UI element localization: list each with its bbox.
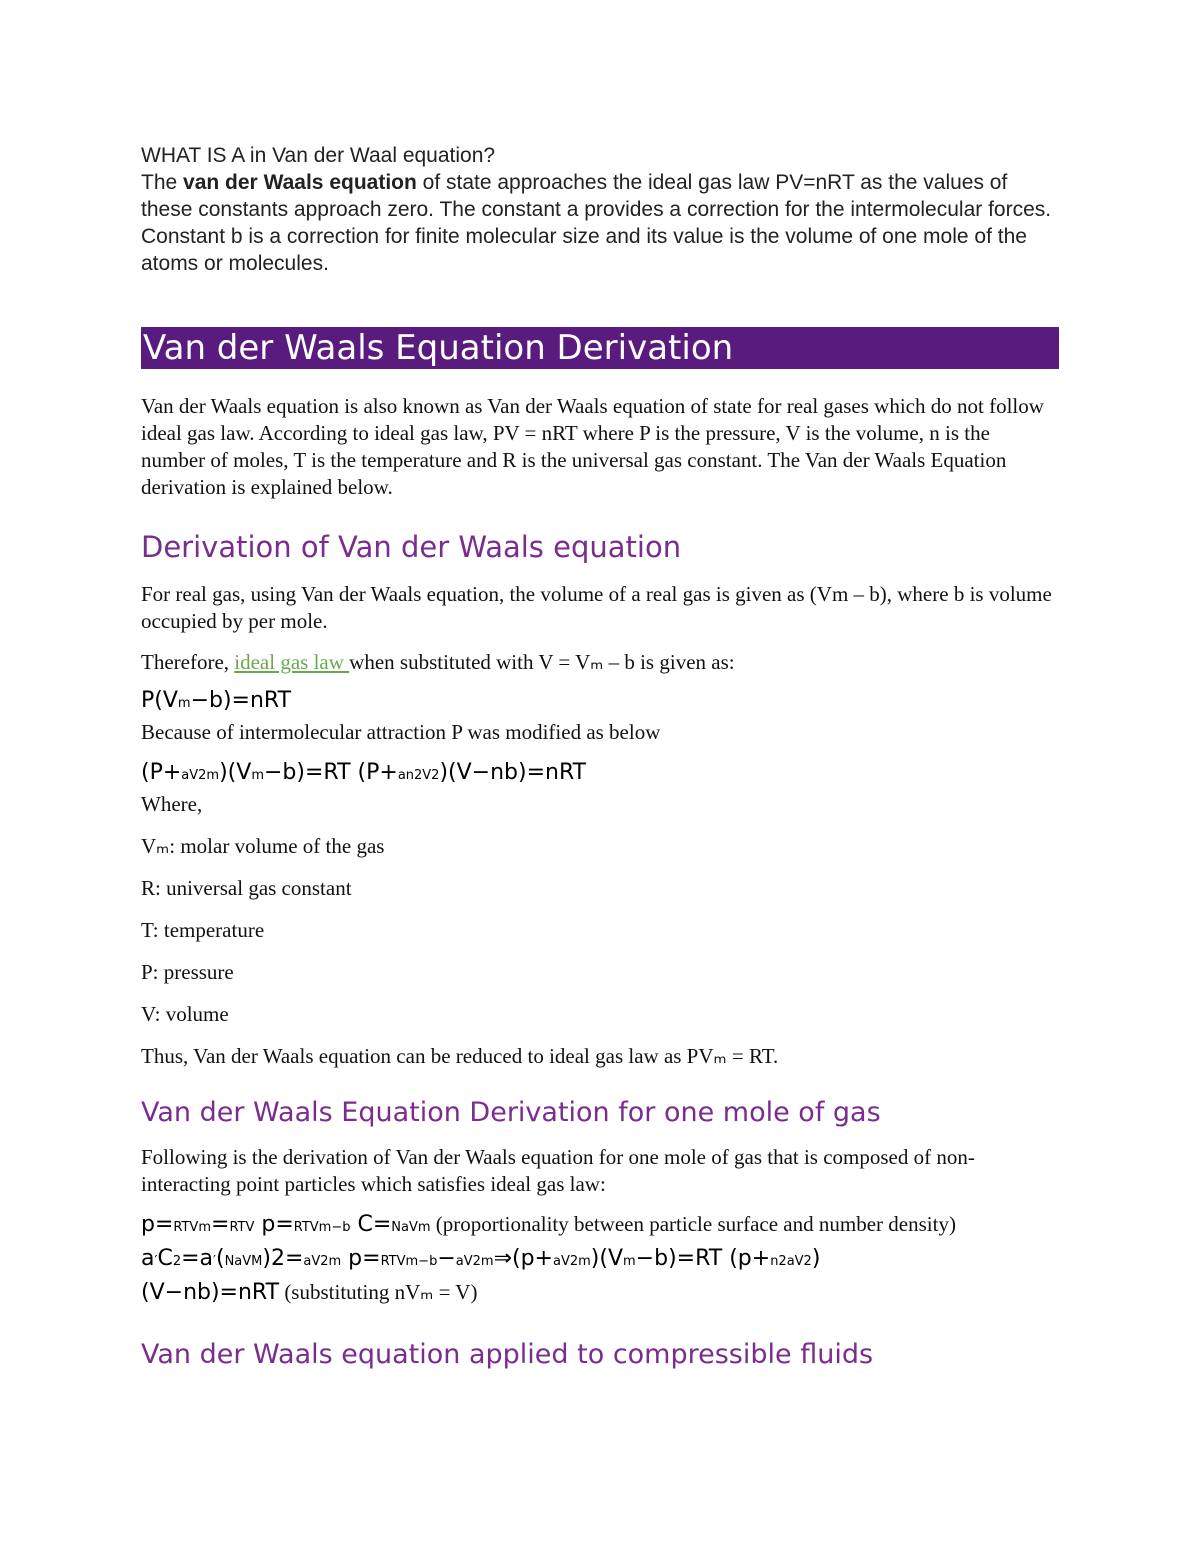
eq2-sub: m: [251, 768, 264, 783]
eq-small: RTVm−b: [380, 1254, 438, 1269]
derivation-p2-start: Therefore,: [141, 650, 235, 674]
eq-part: (V−nb)=nRT: [141, 1280, 280, 1305]
derivation-p1: For real gas, using Van der Waals equation, the volume of a real gas is given as (Vm – b), where b is volume occupied by per mole.: [141, 582, 1052, 633]
eq2-small: an2V2: [397, 768, 440, 783]
derivation-heading: Derivation of Van der Waals equation: [141, 530, 682, 564]
derivation-section: [141, 581, 1059, 1070]
one-mole-section: [141, 1144, 1059, 1308]
eq-part: p=: [141, 1212, 174, 1237]
one-mole-equation-line-1: [141, 1210, 1059, 1243]
document-page: [141, 142, 1059, 1372]
eq-small: ′: [213, 1254, 216, 1269]
derivation-p2: [141, 649, 1059, 676]
eq-part: =a: [181, 1246, 214, 1271]
eq2-part: −b)=RT (P+: [263, 760, 398, 785]
eq-part: −b)=RT (p+: [635, 1246, 771, 1271]
intro-question: WHAT IS A in Van der Waal equation?: [141, 144, 496, 167]
equation-1: [141, 686, 1059, 719]
one-mole-p1: Following is the derivation of Van der Waals equation for one mole of gas that is composed of non-interacting point particles which satisfies ideal gas law:: [141, 1145, 975, 1196]
eq-part: C: [157, 1246, 173, 1271]
derivation-p3: Because of intermolecular attraction P was modified as below: [141, 720, 661, 744]
where-label: Where,: [141, 792, 203, 816]
eq-part: ): [811, 1246, 821, 1271]
compressible-heading: Van der Waals equation applied to compressible fluids: [141, 1339, 874, 1370]
definition-line: Vₘ: molar volume of the gas: [141, 834, 385, 858]
section-banner: Van der Waals Equation Derivation: [141, 327, 1059, 369]
eq-small: aV2m: [303, 1254, 342, 1269]
derivation-conclusion: Thus, Van der Waals equation can be reduced to ideal gas law as PVₘ = RT.: [141, 1044, 779, 1068]
eq-part: =: [211, 1212, 230, 1237]
eq-small: aV2m: [552, 1254, 591, 1269]
eq-small: RTVm: [173, 1220, 211, 1235]
eq1-part: −b)=nRT: [190, 688, 292, 713]
eq-part: p=: [254, 1212, 294, 1237]
eq-small: RTV: [229, 1220, 255, 1235]
derivation-p2-end: when substituted with V = Vₘ – b is given as:: [349, 650, 735, 674]
eq-part: C=: [350, 1212, 392, 1237]
eq-note: (substituting nVₘ = V): [279, 1280, 478, 1304]
definition-line: P: pressure: [141, 960, 234, 984]
eq-small: RTVm−b: [293, 1220, 351, 1235]
intro-section: [141, 142, 1059, 277]
eq-small: NaVm: [391, 1220, 431, 1235]
eq-small: m: [623, 1254, 636, 1269]
one-mole-equation-line-3: [141, 1277, 1059, 1308]
ideal-gas-law-link[interactable]: ideal gas law: [234, 650, 350, 674]
equation-2: [141, 758, 1059, 791]
eq-part: )2=: [262, 1246, 304, 1271]
eq-part: p=: [341, 1246, 381, 1271]
eq-small: ′: [154, 1254, 158, 1269]
definition-line: T: temperature: [141, 918, 265, 942]
eq-part: (: [215, 1246, 225, 1271]
overview-paragraph: [141, 393, 1059, 501]
one-mole-equation-line-2: [141, 1243, 1059, 1277]
eq1-part: P(V: [141, 688, 178, 713]
eq-part: )(V: [590, 1246, 623, 1271]
eq-part: a: [141, 1246, 155, 1271]
intro-bold-term: van der Waals equation: [183, 171, 417, 194]
definition-line: R: universal gas constant: [141, 876, 352, 900]
eq2-part: (P+: [141, 760, 182, 785]
eq2-small: aV2m: [181, 768, 220, 783]
intro-text-rest: of state approaches the ideal gas law PV=nRT as the values of these constants approach zero. The constant a provides a correction for the intermolecular forces. Constant b is a correction for finite molecular size and its value is the volume of one mole of the atoms or molecules.: [141, 171, 1052, 275]
eq1-sub: m: [177, 696, 191, 711]
eq2-part: )(V: [219, 760, 252, 785]
eq-small: n2aV2: [770, 1254, 812, 1269]
intro-text-start: The: [141, 171, 184, 194]
eq-small: NaVM: [224, 1254, 263, 1269]
eq-small: aV2m: [455, 1254, 494, 1269]
eq-part: −: [437, 1246, 456, 1271]
eq-small: 2: [172, 1254, 182, 1269]
eq2-part: )(V−nb)=nRT: [439, 760, 587, 785]
eq-note: (proportionality between particle surface and number density): [430, 1212, 956, 1236]
eq-part: ⇒(p+: [493, 1246, 553, 1271]
intro-paragraph: [141, 169, 1059, 277]
definition-line: V: volume: [141, 1002, 229, 1026]
one-mole-heading: Van der Waals Equation Derivation for one mole of gas: [141, 1097, 881, 1128]
overview-text: Van der Waals equation is also known as Van der Waals equation of state for real gases which do not follow ideal gas law. According to ideal gas law, PV = nRT where P is the pressure, V is the volume, n is the number of moles, T is the temperature and R is the universal gas constant. The Van der Waals Equation derivation is explained below.: [141, 394, 1044, 499]
